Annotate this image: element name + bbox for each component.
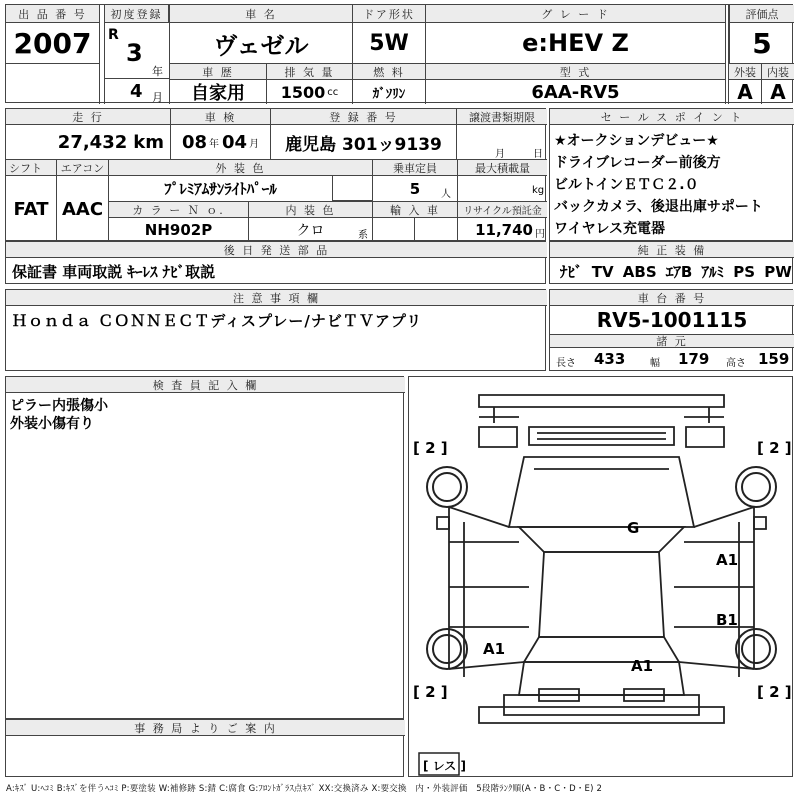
- notes-label: 注 意 事 項 欄: [6, 290, 547, 306]
- car-outline: [409, 377, 794, 778]
- displacement-unit: cc: [327, 86, 339, 98]
- first-reg-year-unit: 年: [152, 65, 163, 78]
- inspector-block: [5, 376, 404, 719]
- grade-label: グ レ ー ド: [425, 5, 725, 23]
- notes-block: [5, 289, 546, 371]
- inspector-line: ピラー内張傷小: [10, 398, 108, 414]
- equipment-label: 純 正 装 備: [550, 242, 794, 258]
- sales-point-line: ワイヤレス充電器: [554, 221, 666, 237]
- tire-tread-front-right: [ 2 ]: [757, 439, 792, 457]
- length-label: 長さ: [556, 358, 576, 369]
- body-color: ﾌﾟﾚﾐｱﾑｻﾝﾗｲﾄﾊﾟｰﾙ: [108, 176, 332, 201]
- first-reg-era: R: [108, 27, 119, 43]
- sales-point-line: ドライブレコーダー前後方: [554, 155, 721, 171]
- fuel: ｶﾞｿﾘﾝ: [352, 80, 425, 104]
- fuel-label: 燃 料: [352, 64, 425, 80]
- inspection-label: 車 検: [170, 109, 270, 125]
- later-parts-text: 保証書 車両取説 ｷｰﾚｽ ﾅﾋﾞ取説: [12, 263, 216, 281]
- vehicle-info-block: [5, 108, 546, 241]
- tire-tread-rear-right: [ 2 ]: [757, 683, 792, 701]
- tire-tread-rear-left: [ 2 ]: [413, 683, 448, 701]
- inspection-month-unit: 月: [249, 138, 260, 150]
- int-color: クロ: [248, 218, 372, 242]
- damage-mark-rear: A1: [631, 657, 654, 675]
- shift-label: シフト: [6, 160, 56, 176]
- model-code: 6AA-RV5: [425, 80, 725, 104]
- mileage-unit: km: [133, 131, 164, 153]
- exterior-grade: A: [737, 80, 753, 104]
- chassis-number: RV5-1001115: [596, 308, 748, 332]
- height: 159: [758, 350, 790, 368]
- displacement-value: 1500: [280, 82, 326, 102]
- damage-mark-right-rear-door: B1: [716, 611, 738, 629]
- capacity-unit: 人: [441, 189, 451, 200]
- dimensions-row: [550, 348, 794, 372]
- notes-text: Ｈｏｎｄａ ＣＯＮＮＥＣＴディスプレー/ナビＴＶアプリ: [12, 312, 423, 330]
- color-blank: [332, 176, 372, 201]
- recycle-unit: 円: [535, 229, 545, 240]
- office-label: 事 務 局 よ り ご 案 内: [6, 720, 405, 736]
- mileage-label: 走 行: [6, 109, 170, 125]
- transfer-day: 日: [533, 149, 543, 159]
- spare-tire-note: [ レス ]: [423, 759, 466, 773]
- damage-diagram: [408, 376, 793, 777]
- first-reg-year: 3: [126, 39, 143, 67]
- plate: 鹿児島 301ッ9139: [270, 125, 456, 159]
- car-name-label: 車 名: [170, 5, 352, 23]
- int-color-unit: 系: [358, 230, 368, 241]
- transfer-month: 月: [495, 149, 505, 159]
- door-label: ドア形状: [352, 5, 425, 23]
- capacity: 5: [372, 176, 457, 201]
- first-reg-divider: [105, 78, 169, 79]
- width-label: 幅: [650, 358, 660, 369]
- damage-mark-windshield: G: [627, 519, 640, 537]
- shift: FAT: [13, 198, 49, 220]
- later-parts-label: 後 日 発 送 部 品: [6, 242, 547, 258]
- color-no-label: カ ラ ー Ｎ ｏ.: [108, 202, 248, 218]
- inspector-label: 検 査 員 記 入 欄: [6, 377, 405, 393]
- car-name: ヴェゼル: [213, 31, 309, 60]
- divider: [414, 218, 415, 242]
- displacement: [266, 80, 352, 104]
- tire-tread-front-left: [ 2 ]: [413, 439, 448, 457]
- int-color-label: 内 装 色: [248, 202, 372, 218]
- lot-label: 出 品 番 号: [6, 5, 100, 23]
- first-reg-month: 4: [130, 81, 143, 102]
- model-label: 型 式: [425, 64, 725, 80]
- color-no: NH902P: [108, 218, 248, 242]
- later-parts-block: [5, 241, 546, 284]
- divider: [104, 5, 105, 104]
- score: 5: [729, 23, 794, 63]
- equipment-text: ﾅﾋﾞ TV ABS ｴｱB ｱﾙﾐ PS PW: [560, 263, 792, 281]
- length: 433: [594, 350, 626, 368]
- capacity-label: 乗車定員: [372, 160, 457, 176]
- import-label: 輸 入 車: [372, 202, 457, 218]
- exterior-label: 外装: [729, 64, 761, 80]
- ac-label: エアコン: [56, 160, 108, 176]
- transfer-label: 譲渡書類期限: [456, 109, 547, 125]
- plate-label: 登 録 番 号: [270, 109, 456, 125]
- inspection-month: 04: [222, 131, 248, 153]
- width: 179: [678, 350, 710, 368]
- history-label: 車 歴: [170, 64, 266, 80]
- first-reg-month-unit: 月: [152, 91, 163, 104]
- grade: e:HEV Z: [425, 23, 725, 63]
- mileage-value: 27,432: [57, 131, 128, 153]
- height-label: 高さ: [726, 358, 746, 369]
- sales-point-line: ★オークションデビュー★: [554, 133, 719, 149]
- mileage: [6, 125, 170, 159]
- sales-point-line: ビルトインＥＴＣ２.０: [554, 177, 699, 193]
- equipment-block: [549, 241, 793, 284]
- door-type: 5W: [352, 23, 425, 63]
- inspection: [170, 125, 270, 159]
- dimensions-label: 諸 元: [550, 334, 794, 348]
- recycle: 11,740: [457, 218, 535, 242]
- lot-blank: [6, 63, 100, 104]
- sales-points-label: セ ー ル ス ポ イ ン ト: [550, 109, 794, 125]
- inspector-line: 外装小傷有り: [10, 416, 94, 432]
- recycle-label: リサイクル預託金: [457, 202, 547, 218]
- sales-points-block: [549, 108, 793, 241]
- header-block: [5, 4, 793, 103]
- office-block: [5, 719, 404, 777]
- load-label: 最大積載量: [457, 160, 547, 176]
- chassis-block: [549, 289, 793, 371]
- damage-legend: A:ｷｽﾞ U:ﾍｺﾐ B:ｷｽﾞを伴うﾍｺﾐ P:要塗装 W:補修跡 S:錆 C:腐食 G:ﾌﾛﾝﾄｶﾞﾗｽ点ｷｽﾞ XX:交換済み X:要交換 内・外装評価 5段階ﾗﾝｸ順(A・B・C・D・E) 2: [6, 784, 603, 794]
- history: 自家用: [191, 83, 245, 104]
- sales-point-line: バックカメラ、後退出庫サポート: [554, 199, 763, 215]
- lot-number: 2007: [6, 23, 100, 63]
- displacement-label: 排 気 量: [266, 64, 352, 80]
- score-label: 評価点: [729, 5, 794, 23]
- ac: AAC: [56, 176, 108, 242]
- chassis-label: 車 台 番 号: [550, 290, 794, 306]
- inspection-year: 08: [181, 131, 207, 153]
- interior-grade: A: [761, 80, 794, 104]
- load-unit: kg: [532, 185, 545, 196]
- inspection-year-unit: 年: [209, 138, 219, 150]
- first-reg-label: 初度登録: [105, 5, 169, 23]
- damage-mark-right-front-door: A1: [716, 551, 739, 569]
- transfer-date: [456, 125, 547, 159]
- color-label: 外 装 色: [108, 160, 372, 176]
- damage-mark-left-rear: A1: [483, 640, 506, 658]
- interior-label: 内装: [761, 64, 794, 80]
